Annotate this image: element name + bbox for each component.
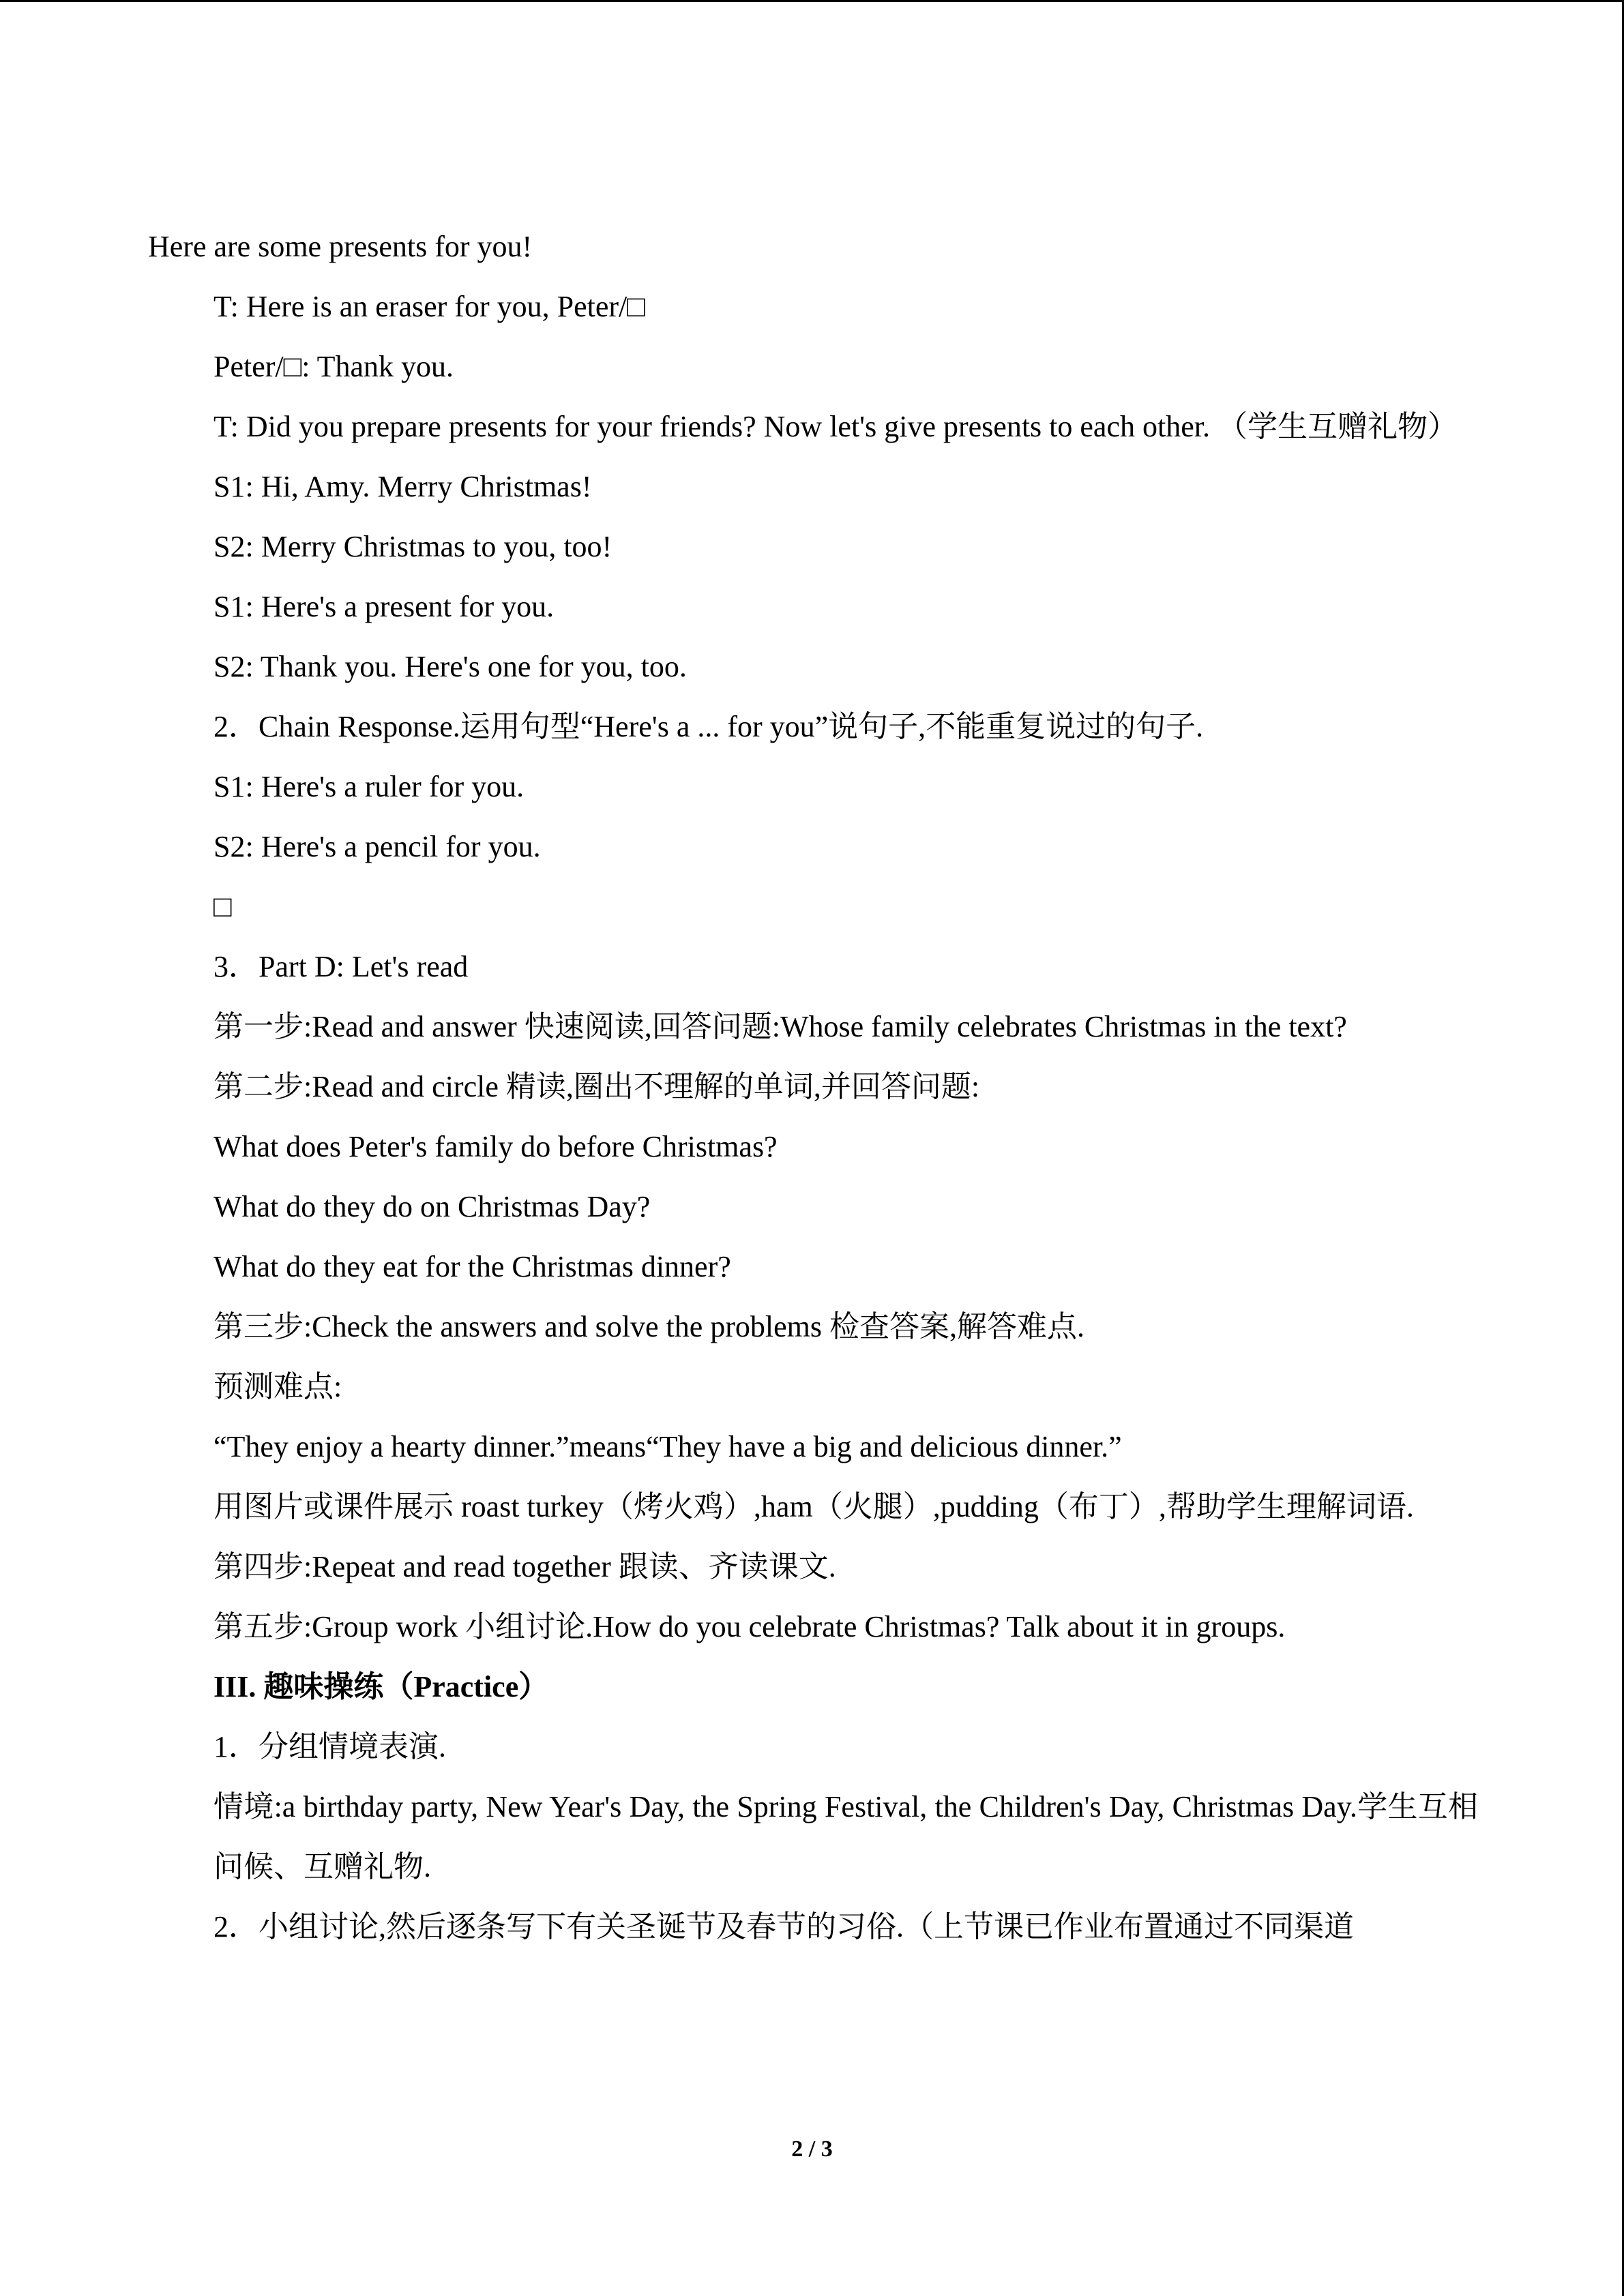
- page-body: [148, 217, 1478, 1957]
- paragraph-line: S2: Thank you. Here's one for you, too.: [213, 650, 687, 683]
- paragraph-line: 第五步:Group work 小组讨论.How do you celebrate Christmas? Talk about it in groups.: [213, 1610, 1286, 1643]
- paragraph-line: S1: Hi, Amy. Merry Christmas!: [213, 470, 592, 503]
- paragraph-line: Peter/□: Thank you.: [213, 350, 454, 383]
- paragraph-line: 第二步:Read and circle 精读,圈出不理解的单词,并回答问题:: [213, 1070, 980, 1103]
- paragraph-line: What do they do on Christmas Day?: [213, 1190, 651, 1223]
- paragraph-line: What do they eat for the Christmas dinner?: [213, 1250, 731, 1283]
- paragraph-line: S2: Here's a pencil for you.: [213, 830, 541, 863]
- paragraph-line: S1: Here's a ruler for you.: [213, 770, 525, 803]
- paragraph-line: 3．Part D: Let's read: [213, 950, 469, 983]
- paragraph-line: “They enjoy a hearty dinner.”means“They have a big and delicious dinner.”: [213, 1430, 1122, 1463]
- paragraph-line: 第三步:Check the answers and solve the problems 检查答案,解答难点.: [213, 1310, 1085, 1343]
- paragraph-line: What does Peter's family do before Christmas?: [213, 1130, 778, 1163]
- page-number: 2 / 3: [791, 2136, 833, 2162]
- paragraph-line: T: Here is an eraser for you, Peter/□: [213, 290, 645, 323]
- paragraph-line: 1．分组情境表演.: [213, 1730, 446, 1763]
- paragraph-line: 预测难点:: [213, 1370, 342, 1403]
- paragraph-line: 2．小组讨论,然后逐条写下有关圣诞节及春节的习俗.（上节课已作业布置通过不同渠道: [213, 1910, 1354, 1943]
- paragraph-line: T: Did you prepare presents for your friends? Now let's give presents to each other. （学生互赠礼物）: [213, 410, 1458, 443]
- paragraph-line: S1: Here's a present for you.: [213, 590, 555, 623]
- placeholder-box-line: □: [213, 890, 232, 923]
- paragraph-line: Here are some presents for you!: [148, 230, 533, 263]
- paragraph-line: S2: Merry Christmas to you, too!: [213, 530, 612, 563]
- paragraph-line: 第四步:Repeat and read together 跟读、齐读课文.: [213, 1550, 836, 1583]
- section-heading: III. 趣味操练（Practice）: [213, 1670, 549, 1703]
- paragraph-line: 第一步:Read and answer 快速阅读,回答问题:Whose family celebrates Christmas in the text?: [213, 1010, 1347, 1043]
- page-top-border: [0, 0, 1624, 2]
- paragraph-line: 情境:a birthday party, New Year's Day, the Spring Festival, the Children's Day, Christmas Day.学生互相问候、互赠礼物.: [213, 1790, 1478, 1883]
- paragraph-line: 2．Chain Response.运用句型“Here's a ... for you”说句子,不能重复说过的句子.: [213, 710, 1204, 743]
- paragraph-line: 用图片或课件展示 roast turkey（烤火鸡）,ham（火腿）,pudding（布丁）,帮助学生理解词语.: [213, 1490, 1414, 1523]
